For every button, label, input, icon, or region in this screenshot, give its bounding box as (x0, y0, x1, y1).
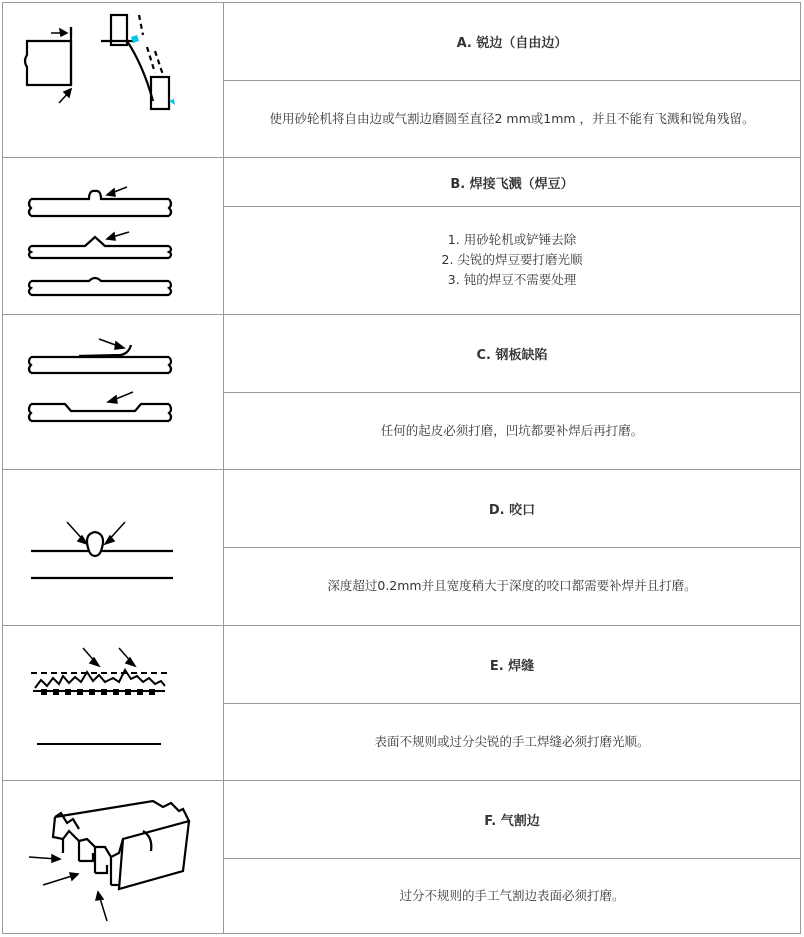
undercut-diagram-cell (3, 470, 224, 625)
row-b-description-line-2: 2. 尖锐的焊豆要打磨光顺 (441, 252, 583, 267)
row-d-title: D. 咬口 (224, 470, 800, 548)
flame-cut-edge-diagram-cell (3, 781, 224, 933)
row-b-description (224, 206, 800, 314)
plate-defect-diagram (3, 315, 223, 470)
row-d-description: 深度超过0.2mm并且宽度稍大于深度的咬口都需要补焊并且打磨。 (327, 578, 697, 593)
row-e-title: E. 焊缝 (224, 626, 800, 704)
weld-seam-diagram (3, 626, 223, 781)
weld-spatter-diagram (3, 158, 223, 315)
weld-spatter-diagram-cell (3, 158, 224, 314)
row-a (3, 3, 800, 158)
row-e (3, 626, 800, 781)
weld-seam-diagram-cell (3, 626, 224, 780)
row-c (3, 315, 800, 470)
sharp-edge-diagram-cell (3, 3, 224, 157)
row-b-title: B. 焊接飞溅（焊豆） (224, 158, 800, 207)
row-c-title: C. 钢板缺陷 (224, 315, 800, 393)
defect-table (2, 2, 801, 934)
row-c-description: 任何的起皮必须打磨，凹坑都要补焊后再打磨。 (380, 422, 644, 438)
row-d (3, 470, 800, 626)
flame-cut-edge-diagram (3, 781, 223, 933)
row-b-description-line-3: 3. 钝的焊豆不需要处理 (447, 272, 577, 287)
row-f (3, 781, 800, 933)
row-b (3, 158, 800, 315)
row-b-description-line-1: 1. 用砂轮机或铲锤去除 (447, 232, 577, 247)
undercut-diagram (3, 470, 223, 626)
row-f-title: F. 气割边 (224, 781, 800, 859)
row-f-description: 过分不规则的手工气割边表面必须打磨。 (399, 888, 625, 903)
sharp-edge-diagram (3, 3, 223, 158)
row-e-description: 表面不规则或过分尖锐的手工焊缝必须打磨光顺。 (374, 733, 650, 749)
row-a-description: 使用砂轮机将自由边或气割边磨圆至直径2 mm或1mm ，并且不能有飞溅和锐角残留。 (269, 110, 755, 126)
row-a-title: A. 锐边（自由边） (224, 3, 800, 81)
plate-defect-diagram-cell (3, 315, 224, 469)
